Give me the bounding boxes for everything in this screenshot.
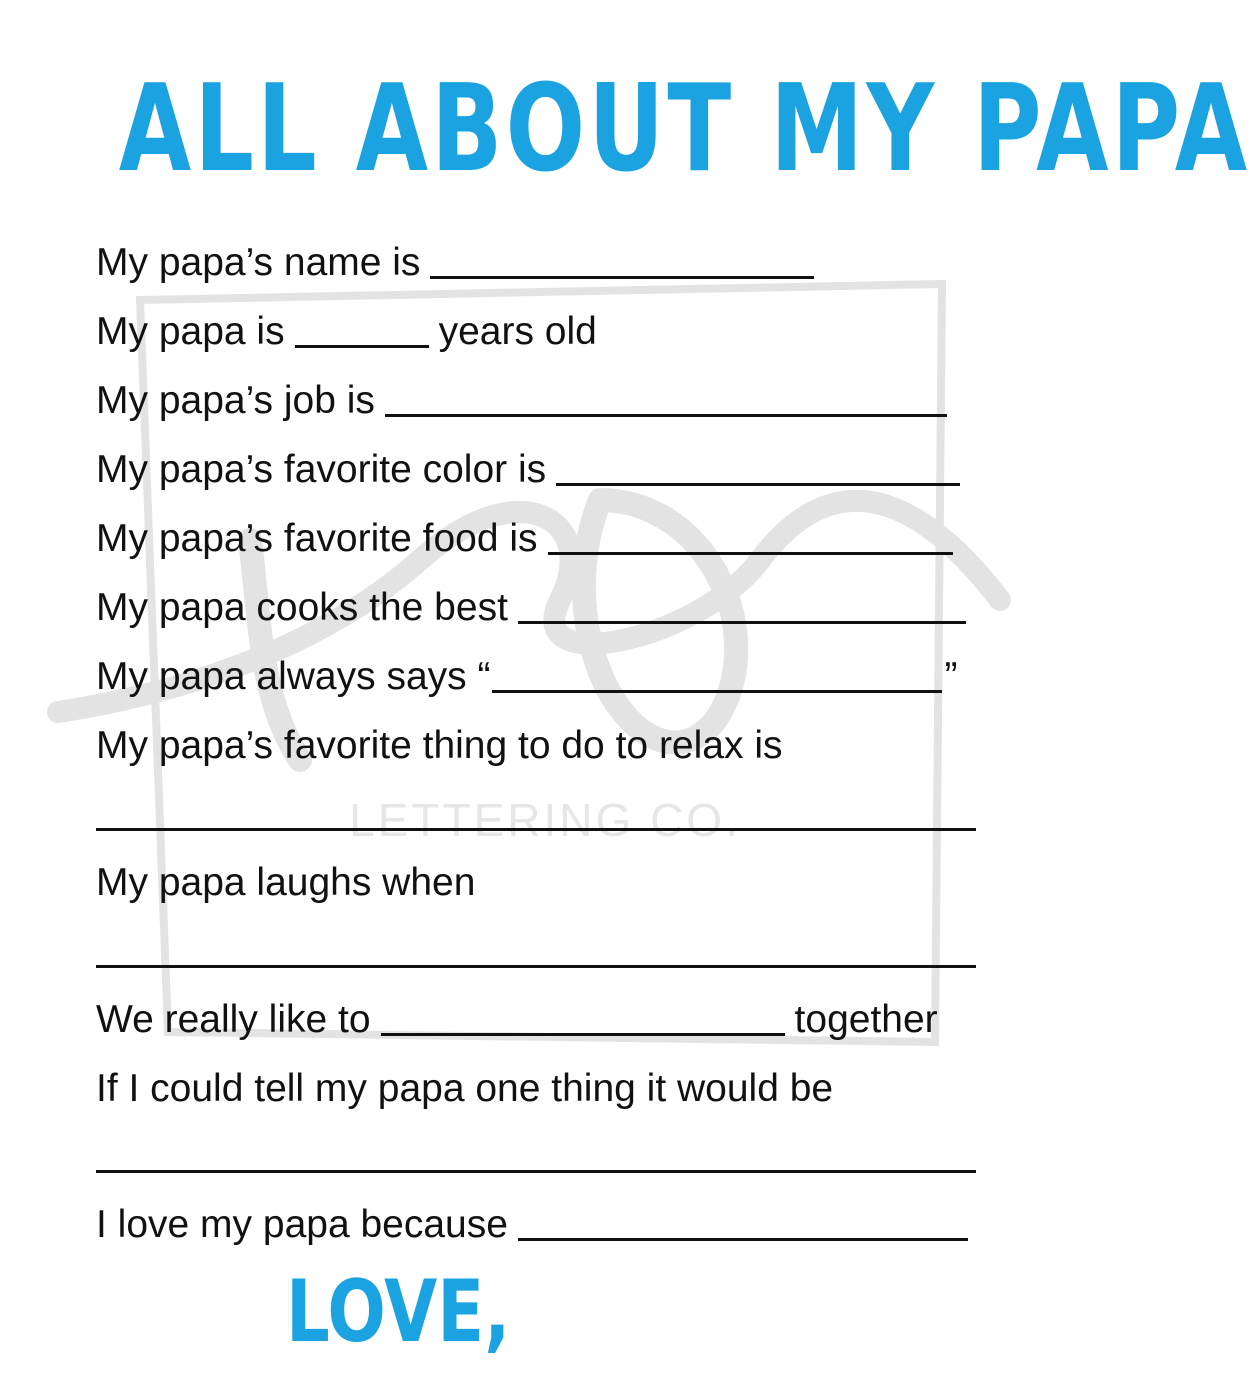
prompt-age: [96, 307, 597, 357]
love-because-blank[interactable]: [518, 1208, 968, 1241]
prompt-relax: [96, 721, 782, 771]
prompt-color-label: My papa’s favorite color is: [96, 448, 547, 491]
prompt-says: [96, 652, 957, 702]
prompt-cooks-label: My papa cooks the best: [96, 586, 508, 629]
prompt-says-close-quote: ”: [944, 655, 958, 698]
prompt-cooks: [96, 583, 976, 633]
prompt-tell: [96, 1064, 833, 1114]
prompt-job: [96, 376, 957, 426]
tell-blank[interactable]: [96, 1170, 976, 1173]
prompt-tell-label: If I could tell my papa one thing it would be: [96, 1067, 834, 1110]
prompt-food: [96, 514, 963, 564]
prompt-laughs-label: My papa laughs when: [96, 861, 476, 904]
prompt-laughs: [96, 858, 475, 908]
cooks-blank[interactable]: [518, 591, 966, 624]
prompt-love-because: [96, 1200, 978, 1250]
prompt-together-label: We really like to: [96, 998, 371, 1041]
name-blank[interactable]: [430, 246, 814, 279]
prompt-name: [96, 238, 824, 288]
prompt-name-label: My papa’s name is: [96, 241, 421, 284]
food-blank[interactable]: [548, 522, 953, 555]
page-title: ALL ABOUT MY PAPA: [118, 60, 1250, 199]
prompt-together: [96, 995, 938, 1045]
prompt-food-label: My papa’s favorite food is: [96, 517, 538, 560]
prompt-color: [96, 445, 970, 495]
sign-off: LOVE,: [286, 1262, 511, 1362]
prompt-says-label: My papa always says “: [96, 655, 491, 698]
job-blank[interactable]: [385, 384, 947, 417]
prompt-age-label: My papa is: [96, 310, 285, 353]
prompt-love-because-label: I love my papa because: [96, 1203, 508, 1246]
prompt-job-label: My papa’s job is: [96, 379, 375, 422]
together-blank[interactable]: [381, 1003, 785, 1036]
watermark-subtext: LETTERING CO.: [349, 794, 741, 846]
color-blank[interactable]: [556, 453, 960, 486]
prompt-relax-label: My papa’s favorite thing to do to relax is: [96, 724, 783, 767]
prompt-together-suffix: together: [794, 998, 938, 1041]
prompt-age-suffix: years old: [438, 310, 597, 353]
says-blank[interactable]: [492, 660, 942, 693]
laughs-blank[interactable]: [96, 965, 976, 968]
relax-blank[interactable]: [96, 828, 976, 831]
age-blank[interactable]: [295, 315, 429, 348]
